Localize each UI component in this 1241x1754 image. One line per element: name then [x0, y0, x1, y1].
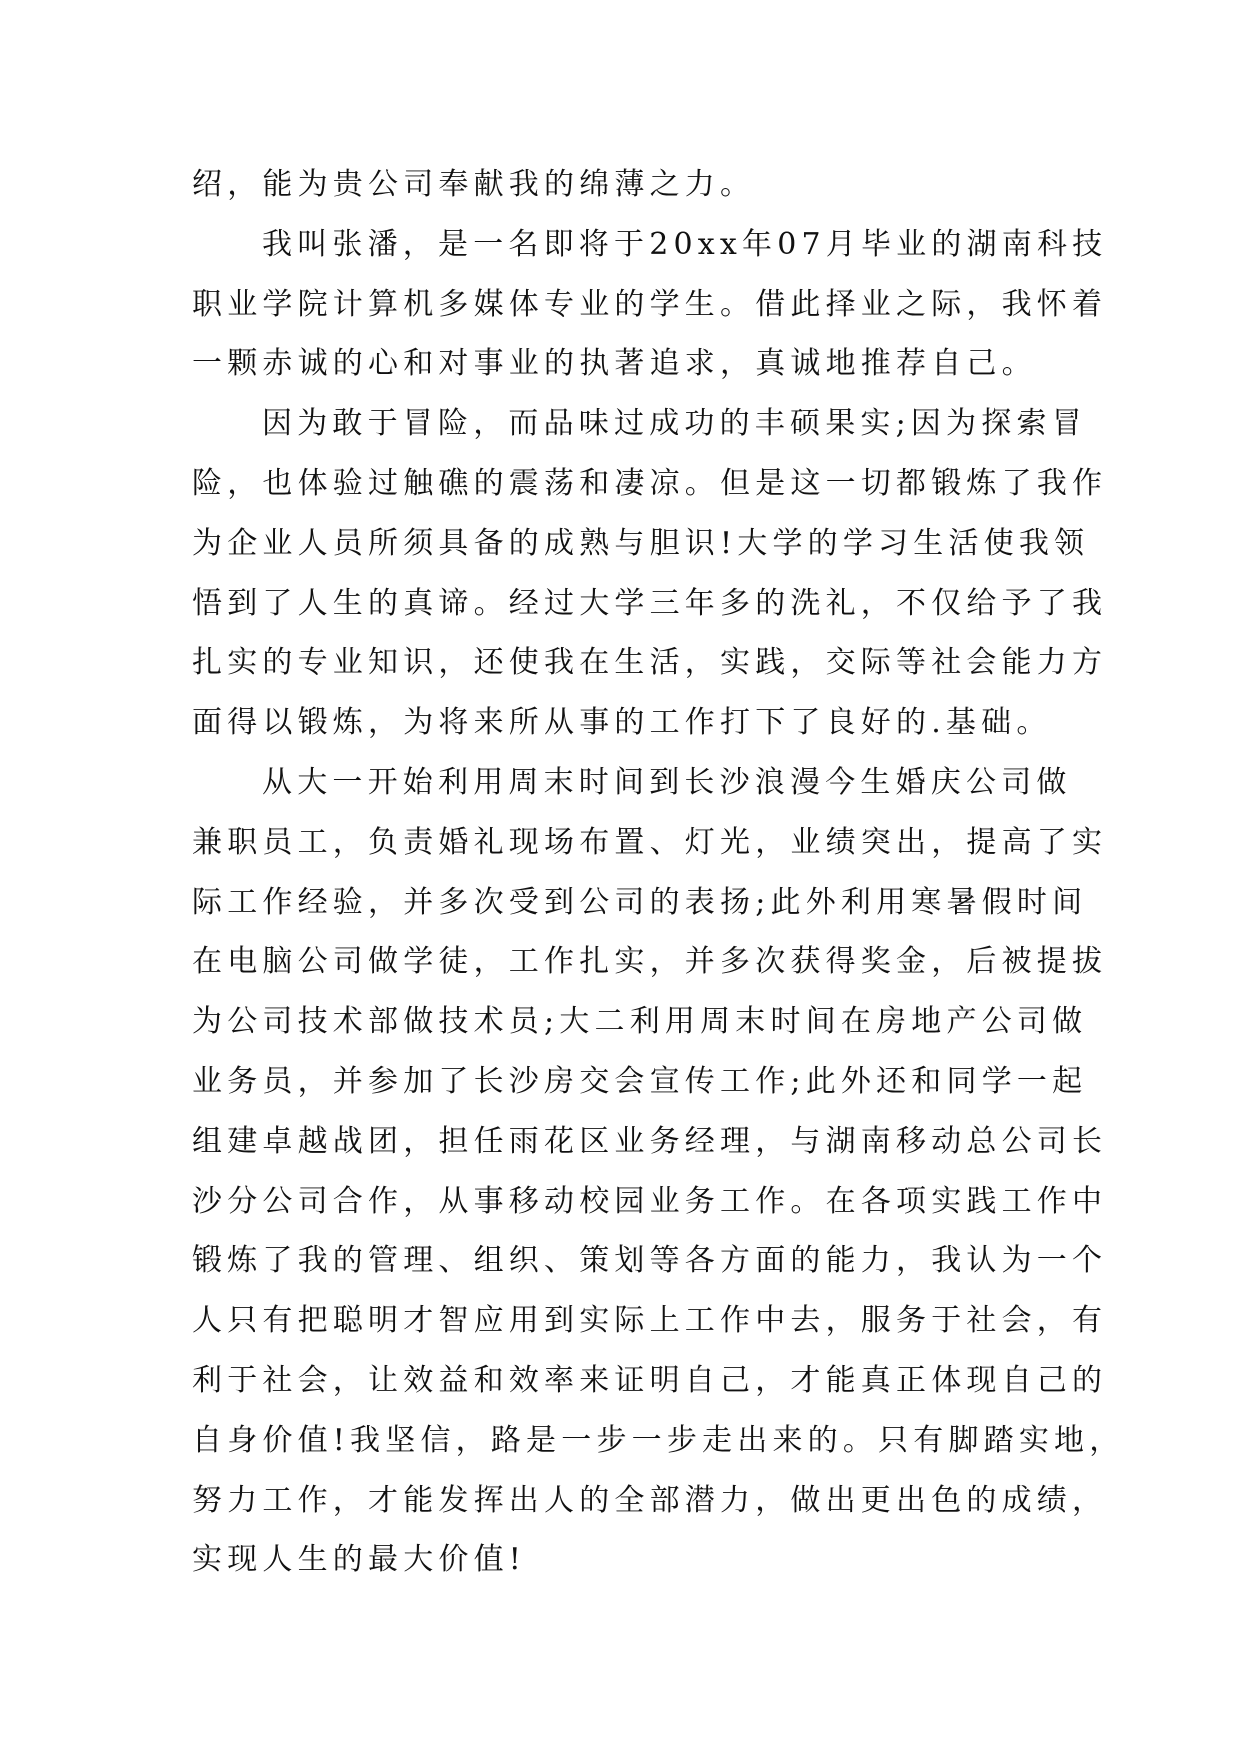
text-line: 为公司技术部做技术员;大二利用周末时间在房地产公司做 [192, 1004, 1088, 1040]
text-line: 努力工作，才能发挥出人的全部潜力，做出更出色的成绩， [192, 1482, 1108, 1518]
text-line: 为企业人员所须具备的成熟与胆识!大学的学习生活使我领 [192, 525, 1090, 561]
text-line: 职业学院计算机多媒体专业的学生。借此择业之际，我怀着 [192, 286, 1108, 322]
text-line: 业务员，并参加了长沙房交会宣传工作;此外还和同学一起 [192, 1063, 1088, 1099]
text-line: 扎实的专业知识，还使我在生活，实践，交际等社会能力方 [192, 645, 1108, 681]
document-body [192, 155, 1125, 1590]
text-line: 沙分公司合作，从事移动校园业务工作。在各项实践工作中 [192, 1183, 1108, 1219]
text-line: 锻炼了我的管理、组织、策划等各方面的能力，我认为一个 [192, 1243, 1108, 1279]
text-line: 兼职员工，负责婚礼现场布置、灯光，业绩突出，提高了实 [192, 824, 1108, 860]
text-line: 人只有把聪明才智应用到实际上工作中去，服务于社会，有 [192, 1303, 1108, 1339]
text-line: 在电脑公司做学徒，工作扎实，并多次获得奖金，后被提拔 [192, 944, 1108, 980]
text-line: 面得以锻炼，为将来所从事的工作打下了良好的.基础。 [192, 705, 1052, 741]
paragraph-start-line: 因为敢于冒险，而品味过成功的丰硕果实;因为探索冒 [262, 406, 1087, 442]
text-line: 一颗赤诚的心和对事业的执著追求，真诚地推荐自己。 [192, 346, 1037, 382]
text-line: 际工作经验，并多次受到公司的表扬;此外利用寒暑假时间 [192, 884, 1088, 920]
text-line: 实现人生的最大价值! [192, 1542, 527, 1578]
paragraph-start-line: 我叫张潘，是一名即将于20xx年07月毕业的湖南科技 [262, 226, 1108, 262]
text-line: 利于社会，让效益和效率来证明自己，才能真正体现自己的 [192, 1362, 1108, 1398]
text-line: 悟到了人生的真谛。经过大学三年多的洗礼，不仅给予了我 [192, 585, 1108, 621]
text-line: 险，也体验过触礁的震荡和凄凉。但是这一切都锻炼了我作 [192, 465, 1108, 501]
text-line: 绍，能为贵公司奉献我的绵薄之力。 [192, 167, 756, 202]
text-line: 组建卓越战团，担任雨花区业务经理，与湖南移动总公司长 [192, 1123, 1108, 1159]
text-line: 自身价值!我坚信，路是一步一步走出来的。只有脚踏实地， [192, 1422, 1125, 1458]
paragraph-start-line: 从大一开始利用周末时间到长沙浪漫今生婚庆公司做 [262, 764, 1072, 800]
